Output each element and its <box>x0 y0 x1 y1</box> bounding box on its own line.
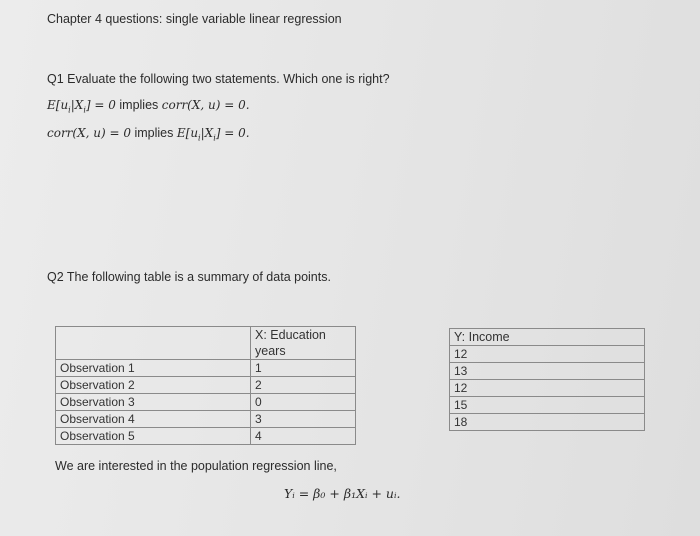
table-row <box>450 380 645 397</box>
x-value: 2 <box>251 377 356 394</box>
table-row <box>450 346 645 363</box>
income-table <box>449 328 645 431</box>
table-header-row <box>450 329 645 346</box>
table-header-row <box>56 327 356 360</box>
table-row <box>56 411 356 428</box>
table-row <box>56 394 356 411</box>
observation-label: Observation 1 <box>56 360 251 377</box>
table-row <box>450 414 645 431</box>
q1-question: Q1 Evaluate the following two statements. Which one is right? <box>47 72 390 86</box>
x-column-header: X: Education years <box>251 327 356 360</box>
y-value: 18 <box>450 414 645 431</box>
table-row <box>56 428 356 445</box>
x-value: 4 <box>251 428 356 445</box>
y-value: 12 <box>450 346 645 363</box>
table-row <box>450 397 645 414</box>
observation-label: Observation 4 <box>56 411 251 428</box>
page-title: Chapter 4 questions: single variable linear regression <box>47 12 342 26</box>
regression-equation: Yᵢ = β₀ + β₁Xᵢ + uᵢ. <box>284 486 401 501</box>
x-value: 3 <box>251 411 356 428</box>
observation-label: Observation 5 <box>56 428 251 445</box>
x-value: 0 <box>251 394 356 411</box>
y-value: 12 <box>450 380 645 397</box>
observation-table <box>55 326 356 445</box>
q2-intro: Q2 The following table is a summary of data points. <box>47 270 331 284</box>
table-row <box>56 360 356 377</box>
table-header-empty <box>56 327 251 360</box>
q1-statement-1: $E[u_i|X_i] = 0$ implies corr(X, u) = 0. <box>47 98 250 115</box>
x-value: 1 <box>251 360 356 377</box>
y-column-header: Y: Income <box>450 329 645 346</box>
observation-label: Observation 2 <box>56 377 251 394</box>
table-row <box>450 363 645 380</box>
table-row <box>56 377 356 394</box>
y-value: 13 <box>450 363 645 380</box>
y-value: 15 <box>450 397 645 414</box>
q1-statement-2: corr(X, u) = 0 implies $E[u_i|X_i] = 0$. <box>47 126 250 143</box>
observation-label: Observation 3 <box>56 394 251 411</box>
regression-intro: We are interested in the population regression line, <box>55 459 337 473</box>
